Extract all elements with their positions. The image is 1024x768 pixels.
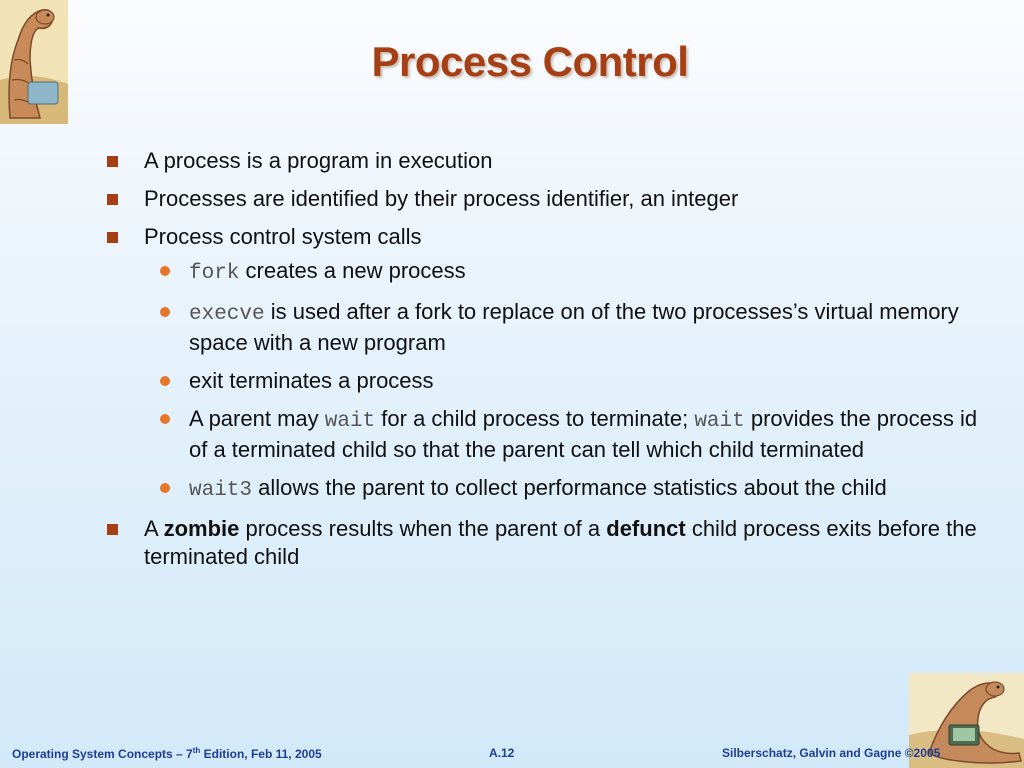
round-bullet-icon (160, 307, 170, 317)
bullet-item (107, 223, 987, 251)
bullet-text: A process is a program in execution (144, 148, 493, 173)
square-bullet-icon (107, 524, 118, 535)
sub-bullet-text: is used after a fork to replace on of the two processes’s virtual memory space with a new program (189, 299, 959, 355)
sub-bullet-text: exit terminates a process (189, 368, 434, 393)
code-fork: fork (189, 262, 240, 285)
bold-term-defunct: defunct (606, 516, 686, 541)
bullet-text-mid: process results when the parent of a (239, 516, 607, 541)
footer-book-title-sup: th (192, 746, 201, 755)
round-bullet-icon (160, 376, 170, 386)
footer-book-title-pre: Operating System Concepts – 7 (12, 747, 193, 761)
sub-bullet-text-mid: for a child process to terminate; (375, 406, 695, 431)
slide-title: Process Control (371, 38, 689, 85)
sub-bullet-item (107, 405, 987, 464)
code-wait: wait (694, 410, 745, 433)
sub-bullet-text: creates a new process (239, 258, 466, 283)
code-wait: wait (324, 410, 376, 433)
bullet-item (107, 185, 987, 213)
bullet-item (107, 515, 987, 571)
round-bullet-icon (160, 483, 170, 493)
square-bullet-icon (107, 232, 118, 243)
round-bullet-icon (160, 266, 170, 276)
sub-bullet-item (107, 367, 987, 395)
footer-slide-number: A.12 (489, 746, 515, 760)
code-wait3: wait3 (189, 479, 253, 502)
sub-bullet-text: allows the parent to collect performance statistics about the child (252, 475, 887, 500)
square-bullet-icon (107, 194, 118, 205)
slide-content (107, 147, 987, 581)
sub-bullet-text-post: provides the process id of a terminated child so that the parent can tell which child terminated (189, 406, 978, 462)
bullet-text-post: child process exits before the terminated child (144, 516, 977, 569)
footer-book-title-post: Edition, Feb 11, 2005 (200, 747, 322, 761)
sub-bullet-item (107, 298, 987, 357)
bullet-text-pre: A (144, 516, 164, 541)
sub-bullet-text-pre: A parent may (189, 406, 325, 431)
square-bullet-icon (107, 156, 118, 167)
bullet-text: Process control system calls (144, 224, 422, 249)
bold-term-zombie: zombie (163, 516, 240, 541)
round-bullet-icon (160, 414, 170, 424)
footer-authors: Silberschatz, Galvin and Gagne ©2005 (722, 746, 941, 760)
bullet-item (107, 147, 987, 175)
sub-bullet-item (107, 474, 987, 505)
bullet-text: Processes are identified by their process identifier, an integer (144, 186, 739, 211)
footer-book-title (12, 746, 322, 761)
code-execve: execve (189, 303, 265, 326)
sub-bullet-item (107, 257, 987, 288)
